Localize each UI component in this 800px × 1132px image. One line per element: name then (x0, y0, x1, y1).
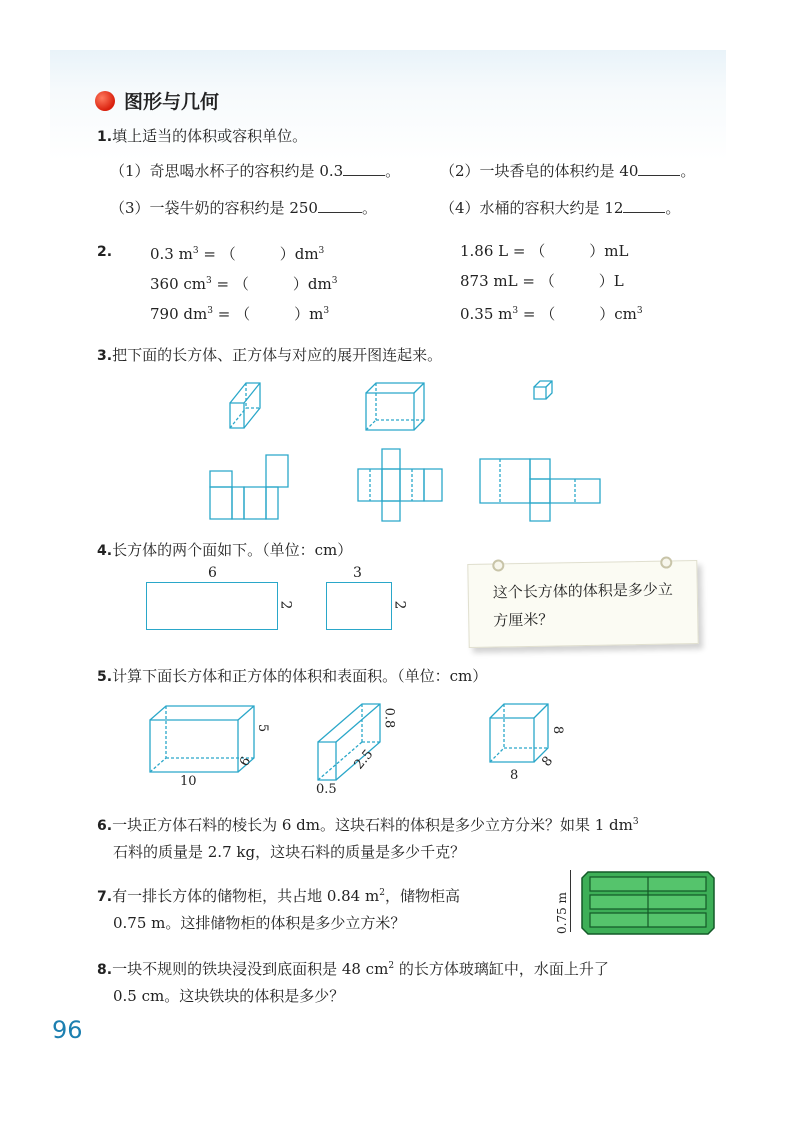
cabinet-height-label: 0.75 m (555, 892, 569, 934)
section-header (95, 87, 219, 114)
rectangle-1-width-label: 6 (208, 565, 217, 581)
nets-matching-figure (200, 375, 620, 525)
question-1-item-4: （4）水桶的容积大约是 12 。 (440, 199, 681, 217)
question-1-item-2: （2）一块香皂的体积约是 40 。 (440, 162, 696, 180)
flat-cuboid-figure (366, 383, 424, 430)
question-7-line-2: 0.75 m。这排储物柜的体积是多少立方米？ (113, 914, 406, 932)
section-title: 图形与几何 (124, 91, 220, 113)
box1-width-label: 6 (237, 754, 255, 770)
box2-width-label: 2.5 (351, 746, 377, 773)
solids-figure (140, 700, 570, 800)
net-1-figure (210, 455, 288, 519)
box3-width-label: 8 (539, 753, 557, 770)
cube-8-figure (490, 704, 548, 762)
conversion-item: 873 mL = （ ）L (460, 272, 624, 290)
page-number: 96 (52, 1016, 83, 1044)
storage-cabinet-figure (580, 868, 716, 936)
conversion-item: 790 $dm^3$ = （ ）$m^3$ (150, 305, 330, 323)
question-6-line-1: 6.一块正方体石料的棱长为 6 dm。这块石料的体积是多少立方分米？如果 1 $dm^3$ (97, 816, 639, 834)
question-7-line-1: 7.有一排长方体的储物柜，共占地 0.84 $m^2$，储物柜高 (97, 887, 460, 905)
red-bullet-icon (95, 91, 115, 111)
net-2-figure (358, 449, 442, 521)
rectangle-face-3x2 (326, 582, 392, 630)
question-8-line-2: 0.5 cm。这块铁块的体积是多少？ (113, 987, 345, 1005)
cuboid-0.5x2.5x0.8-figure (318, 704, 380, 780)
cabinet-height-bracket (570, 870, 573, 932)
question-1-title: 1.填上适当的体积或容积单位。 (97, 127, 308, 145)
box3-length-label: 8 (510, 768, 519, 783)
question-6-line-2: 石料的质量是 2.7 kg，这块石料的质量是多少千克？ (113, 843, 466, 861)
conversion-item: 360 $cm^3$ = （ ）$dm^3$ (150, 275, 338, 293)
question-8-line-1: 8.一块不规则的铁块浸没到底面积是 48 $cm^2$ 的长方体玻璃缸中，水面上升了 (97, 960, 609, 978)
question-2-number: 2. (97, 244, 113, 260)
rectangle-face-6x2 (146, 582, 278, 630)
textbook-page (50, 50, 726, 1060)
question-1-item-1: （1）奇思喝水杯子的容积约是 0.3 。 (110, 162, 401, 180)
question-1-item-3: （3）一袋牛奶的容积约是 250 。 (110, 199, 377, 217)
question-5-title: 5.计算下面长方体和正方体的体积和表面积。（单位：cm） (97, 667, 488, 685)
box1-length-label: 10 (180, 774, 197, 789)
rectangle-1-height-label: 2 (277, 600, 294, 610)
box3-height-label: 8 (550, 725, 566, 735)
long-cuboid-figure (230, 383, 260, 428)
question-4-title: 4.长方体的两个面如下。（单位：cm） (97, 541, 353, 559)
conversion-item: 0.3 $m^3$ = （ ）$dm^3$ (150, 245, 325, 263)
net-3-figure (480, 459, 600, 521)
sticky-note-text: 这个长方体的体积是多少立方厘米？ (492, 580, 673, 630)
conversion-item: 1.86 L = （ ）mL (460, 242, 629, 260)
rectangle-2-height-label: 2 (391, 600, 408, 610)
box2-length-label: 0.5 (316, 782, 337, 797)
conversion-item: 0.35 $m^3$ = （ ）$cm^3$ (460, 305, 643, 323)
pin-icon (492, 559, 504, 571)
question-3-title: 3.把下面的长方体、正方体与对应的展开图连起来。 (97, 346, 443, 364)
sticky-note (467, 560, 698, 648)
rectangle-2-width-label: 3 (353, 565, 362, 581)
pin-icon (660, 556, 672, 568)
box2-height-label: 0.8 (381, 707, 397, 729)
box1-height-label: 5 (255, 723, 271, 733)
small-cube-figure (534, 381, 552, 399)
